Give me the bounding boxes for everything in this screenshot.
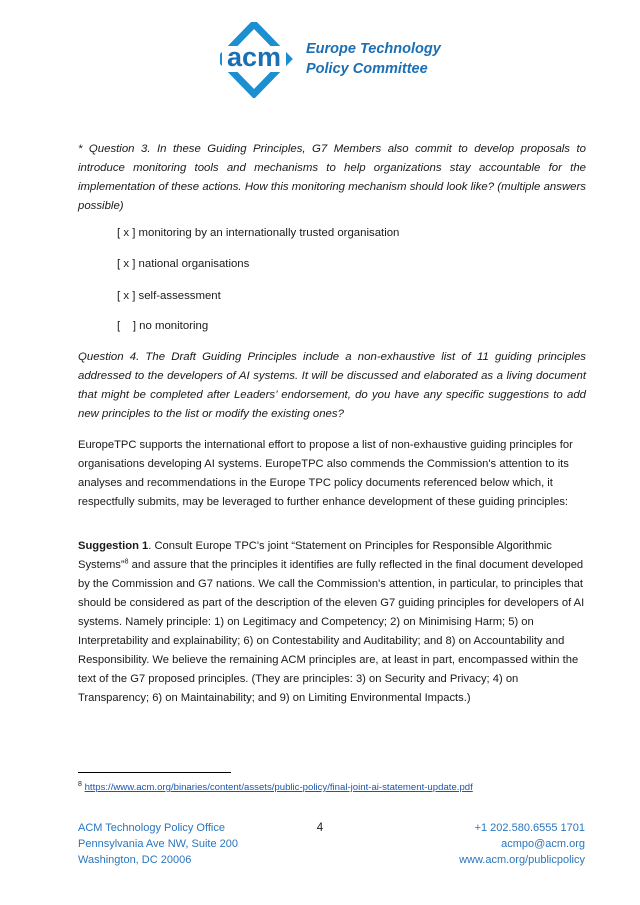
acm-europe-tpc-logo (220, 22, 450, 98)
footer-contact (459, 820, 585, 868)
option-international-organisation: [ x ] monitoring by an internationally trusted organisation (117, 227, 400, 239)
option-self-assessment: [ x ] self-assessment (117, 290, 221, 302)
footer-office-name: ACM Technology Policy Office (78, 822, 225, 834)
footnote-ref-8[interactable]: 8 (124, 558, 129, 566)
page-number: 4 (316, 822, 324, 834)
question-3-text: * Question 3. In these Guiding Principles, G7 Members also commit to develop proposals to introduce monitoring tools and mechanisms to help organizations stay accountable for the implementation of these actions. How this monitoring mechanism should look like? (multiple answers possible) (78, 143, 586, 212)
answer-intro-paragraph: EuropeTPC supports the international effort to propose a list of non-exhaustive guiding principles for organisations developing AI systems. EuropeTPC also commends the Commission's attention to its analyses and recommendations in the Europe TPC policy documents referenced below which, it respectfully submits, may be leveraged to further enhance development of these guiding principles: (78, 439, 573, 508)
footer-street: Pennsylvania Ave NW, Suite 200 (78, 838, 239, 850)
footer-city: Washington, DC 20006 (78, 854, 192, 866)
footer-phone: +1 202.580.6555 1701 (474, 822, 585, 834)
suggestion-1-label: Suggestion 1 (78, 540, 149, 552)
suggestion-1-paragraph (78, 537, 586, 708)
footnote-divider (78, 772, 231, 773)
svg-text:acm: acm (226, 42, 282, 72)
org-name (306, 39, 441, 79)
footnote-8 (78, 781, 473, 794)
question-4-text: Question 4. The Draft Guiding Principles include a non-exhaustive list of 11 guiding principles addressed to the developers of AI systems. It will be discussed and elaborated as a living document that might be completed after Leaders’ endorsement, do you have any specific suggestions to add new principles to the list or modify the existing ones? (78, 351, 586, 420)
footer-website[interactable]: www.acm.org/publicpolicy (459, 854, 585, 866)
org-name-line2: Policy Committee (306, 61, 428, 77)
acm-diamond-logo-icon (220, 22, 310, 98)
footer-email[interactable]: acmpo@acm.org (501, 838, 585, 850)
footnote-number: 8 (78, 780, 82, 788)
suggestion-1-text-b: and assure that the principles it identifies are fully reflected in the final document developed by the Commission and G7 nations. We call the Commission's attention, in particular, to principles that should be considered as part of the description of the eleven G7 guiding principles for developers of AI systems. Namely principle: 1) on Legitimacy and Competency; 2) on Minimising Harm; 5) on Interpretability and explainability; 6) on Contestability and Auditability; and 8) on Accountability and Responsibility. We believe the remaining ACM principles are, at least in part, encompassed within the text of the G7 proposed principles. (They are principles: 3) on Security and Privacy; 4) on Transparency; 6) on Maintainability; and 9) on Limiting Environmental Impacts.) (78, 559, 585, 704)
suggestion-1-text-a: . Consult Europe TPC's joint “Statement on Principles for Responsible Algorithmic Systems” (78, 540, 552, 571)
option-national-organisations: [ x ] national organisations (117, 258, 250, 270)
footnote-link[interactable]: https://www.acm.org/binaries/content/assets/public-policy/final-joint-ai-statement-update.pdf (84, 782, 473, 793)
org-name-line1: Europe Technology (306, 41, 441, 57)
option-no-monitoring: [ ] no monitoring (117, 320, 209, 332)
